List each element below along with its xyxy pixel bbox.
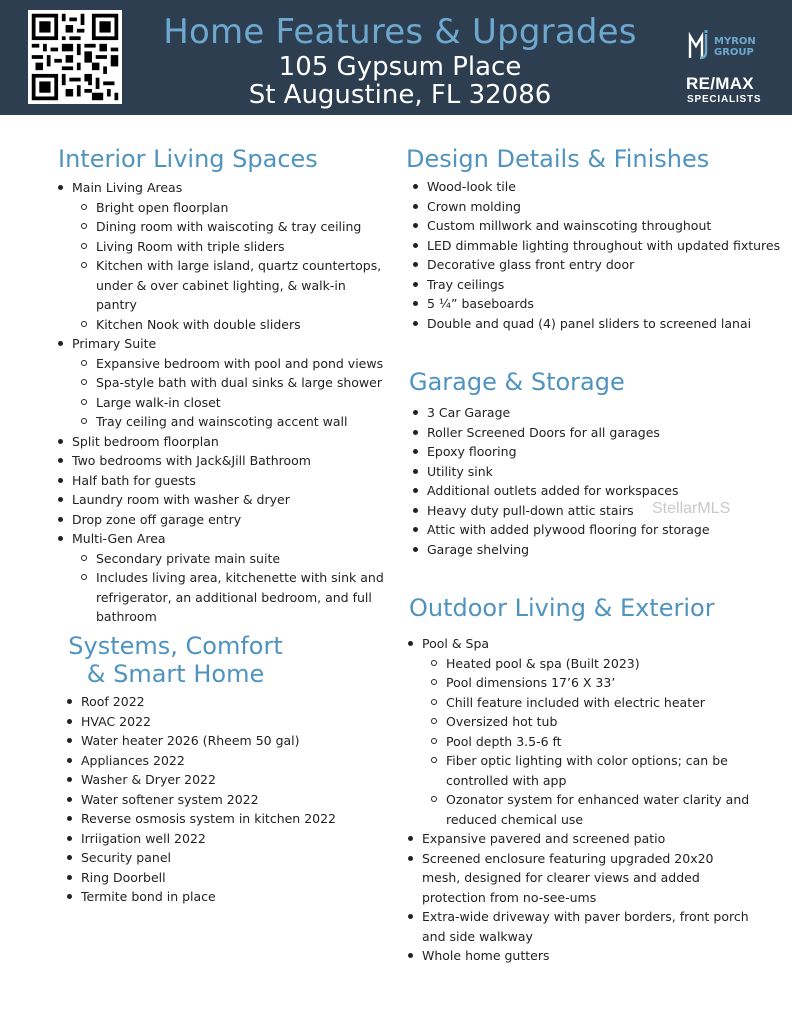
list-item: Drop zone off garage entry: [56, 510, 388, 530]
list-item: Two bedrooms with Jack&Jill Bathroom: [56, 451, 388, 471]
list-item: Epoxy flooring: [411, 442, 781, 462]
list-item: Tray ceiling and wainscoting accent wall: [56, 412, 388, 432]
list-item: Crown molding: [411, 197, 781, 217]
list-item: HVAC 2022: [65, 712, 385, 732]
section-title-systems: Systems, Comfort & Smart Home: [68, 632, 283, 688]
list-item: Bright open floorplan: [56, 198, 388, 218]
list-item: LED dimmable lighting throughout with updated fixtures: [411, 236, 781, 256]
list-item: Kitchen Nook with double sliders: [56, 315, 388, 335]
list-item: Whole home gutters: [406, 946, 751, 966]
list-item: Main Living Areas: [56, 178, 388, 198]
brand-group-name: MYRON GROUP: [714, 36, 756, 58]
list-item: Double and quad (4) panel sliders to screened lanai: [411, 314, 781, 334]
list-item: Utility sink: [411, 462, 781, 482]
list-item: Water softener system 2022: [65, 790, 385, 810]
address-line-2: St Augustine, FL 32086: [248, 80, 552, 110]
list-item: Washer & Dryer 2022: [65, 770, 385, 790]
list-item: Heated pool & spa (Built 2023): [406, 654, 751, 674]
list-item: Security panel: [65, 848, 385, 868]
list-item: Wood-look tile: [411, 177, 781, 197]
list-item: Tray ceilings: [411, 275, 781, 295]
list-item: Pool dimensions 17’6 X 33’: [406, 673, 751, 693]
list-item: 3 Car Garage: [411, 403, 781, 423]
list-item: Fiber optic lighting with color options; can be controlled with app: [406, 751, 751, 790]
page-title: Home Features & Upgrades: [163, 12, 637, 52]
list-item: Ozonator system for enhanced water clarity and reduced chemical use: [406, 790, 751, 829]
list-item: Decorative glass front entry door: [411, 255, 781, 275]
list-item: Appliances 2022: [65, 751, 385, 771]
list-item: Expansive pavered and screened patio: [406, 829, 751, 849]
list-item: Multi-Gen Area: [56, 529, 388, 549]
outdoor-list: [406, 634, 751, 966]
list-item: Oversized hot tub: [406, 712, 751, 732]
list-item: Spa-style bath with dual sinks & large shower: [56, 373, 388, 393]
list-item: Screened enclosure featuring upgraded 20x20 mesh, designed for clearer views and added protection from no-see-ums: [406, 849, 751, 908]
list-item: Roller Screened Doors for all garages: [411, 423, 781, 443]
list-item: Split bedroom floorplan: [56, 432, 388, 452]
list-item: Garage shelving: [411, 540, 781, 560]
qr-code-icon: [28, 10, 122, 104]
address-line-1: 105 Gypsum Place: [278, 52, 522, 82]
header-banner: [0, 0, 792, 115]
list-item: Half bath for guests: [56, 471, 388, 491]
list-item: Heavy duty pull-down attic stairs: [411, 501, 781, 521]
section-title-outdoor: Outdoor Living & Exterior: [409, 594, 715, 622]
watermark: StellarMLS: [652, 500, 731, 517]
section-title-design: Design Details & Finishes: [406, 145, 710, 173]
list-item: Attic with added plywood flooring for storage: [411, 520, 781, 540]
list-item: Pool depth 3.5-6 ft: [406, 732, 751, 752]
list-item: Dining room with waiscoting & tray ceiling: [56, 217, 388, 237]
list-item: Extra-wide driveway with paver borders, front porch and side walkway: [406, 907, 751, 946]
list-item: Large walk-in closet: [56, 393, 388, 413]
section-title-garage: Garage & Storage: [409, 368, 625, 396]
list-item: Secondary private main suite: [56, 549, 388, 569]
garage-list: [411, 403, 781, 559]
list-item: Reverse osmosis system in kitchen 2022: [65, 809, 385, 829]
list-item: Ring Doorbell: [65, 868, 385, 888]
systems-list: [65, 692, 385, 907]
list-item: 5 ¼” baseboards: [411, 294, 781, 314]
list-item: Chill feature included with electric heater: [406, 693, 751, 713]
list-item: Includes living area, kitchenette with sink and refrigerator, an additional bedroom, and full bathroom: [56, 568, 388, 627]
brand-block: [684, 30, 784, 110]
list-item: Living Room with triple sliders: [56, 237, 388, 257]
list-item: Additional outlets added for workspaces: [411, 481, 781, 501]
list-item: Termite bond in place: [65, 887, 385, 907]
myron-group-logo-icon: [688, 30, 712, 62]
list-item: Primary Suite: [56, 334, 388, 354]
interior-list: [56, 178, 388, 627]
brand-specialists: SPECIALISTS: [687, 94, 762, 105]
list-item: Expansive bedroom with pool and pond views: [56, 354, 388, 374]
list-item: Custom millwork and wainscoting throughout: [411, 216, 781, 236]
section-title-interior: Interior Living Spaces: [58, 145, 318, 173]
list-item: Roof 2022: [65, 692, 385, 712]
design-list: [411, 177, 781, 333]
list-item: Pool & Spa: [406, 634, 751, 654]
brand-remax: RE/MAX: [686, 74, 754, 93]
list-item: Water heater 2026 (Rheem 50 gal): [65, 731, 385, 751]
list-item: Laundry room with washer & dryer: [56, 490, 388, 510]
list-item: Kitchen with large island, quartz countertops, under & over cabinet lighting, & walk-in pantry: [56, 256, 388, 315]
list-item: Irriigation well 2022: [65, 829, 385, 849]
